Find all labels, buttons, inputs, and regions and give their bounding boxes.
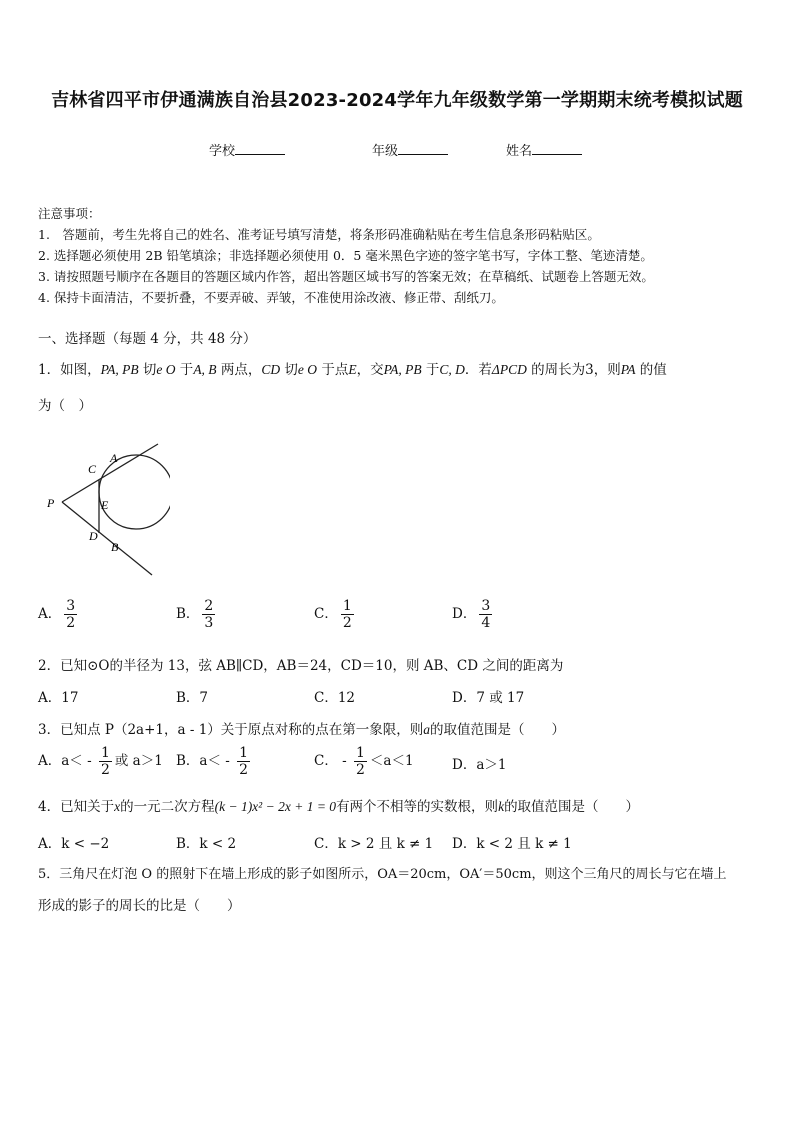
school-label: 学校 [209,144,236,159]
name-label: 姓名 [506,144,533,159]
q4-option-c[interactable]: C．k > 2 且 k ≠ 1 [314,836,434,852]
q1-math: PA [620,362,636,377]
school-blank [235,142,285,155]
q1-stem-line2: 为（ ） [38,398,92,414]
q1-text: 于 [421,362,440,378]
q1-text: 切 [138,362,157,378]
label-c: C [88,462,97,476]
note-item-2: 2. 选择题必须使用 2B 铅笔填涂；非选择题必须使用 0．5 毫米黑色字迹的签字笔书写，字体工整、笔迹清楚。 [38,248,653,263]
q1-text: 1．如图， [38,362,101,378]
q1-text: 于 [175,362,194,378]
q1-text: ，交 [356,362,384,378]
label-d: D [89,529,98,543]
q2-option-b[interactable]: B．7 [176,690,209,706]
q1-math: E [348,362,357,377]
option-text: C． - [314,753,351,769]
notes-heading: 注意事项： [38,206,101,221]
label-e: E [101,498,109,512]
section-title: 一、选择题（每题 4 分，共 48 分） [38,331,257,347]
option-letter: D． [452,606,477,622]
q4-option-a[interactable]: A．k < −2 [38,836,110,852]
fraction-denominator: 2 [100,762,110,778]
q1-math: PA, PB [100,362,139,377]
q4-math: k [498,799,505,814]
option-letter: A． [38,606,62,622]
q1-option-a[interactable] [38,598,80,631]
note-item-4: 4. 保持卡面清洁，不要折叠，不要弄破、弄皱，不准使用涂改液、修正带、刮纸刀。 [38,290,504,305]
q1-math: A, B [193,362,217,377]
q5-stem: 5．三角尺在灯泡 O 的照射下在墙上形成的影子如图所示，OA＝20cm，OA′＝50cm，则这个三角尺的周长与它在墙上 [38,867,727,882]
q1-figure [40,440,170,580]
option-fraction [479,598,492,631]
q1-math: ΔPCD [491,362,527,377]
q1-text: 的周长为 [526,362,586,378]
q4-option-d[interactable]: D．k < 2 且 k ≠ 1 [452,836,572,852]
option-text: B．a＜ - [176,753,235,769]
q1-math: C, D [439,362,465,377]
option-text: ＜a＜1 [369,753,414,769]
option-fraction [237,745,250,778]
fraction-denominator: 2 [342,615,352,631]
fraction-numerator: 3 [481,598,491,614]
q1-math: 3 [585,362,594,378]
q3-text: 的取值范围是（ ） [430,722,566,738]
option-letter: B． [176,606,200,622]
option-text: 或 a＞1 [114,753,163,769]
q1-option-c[interactable] [314,598,357,631]
q1-math: e O [297,362,318,377]
q2-stem: 2．已知⊙O的半径为 13，弦 AB∥CD，AB＝24，CD＝10，则 AB、CD 之间的距离为 [38,658,564,674]
q4-text: 的取值范围是（ ） [504,799,640,815]
note-item-1: 1. 答题前，考生先将自己的姓名、准考证号填写清楚，将条形码准确粘贴在考生信息条形码粘贴区。 [38,227,600,242]
q3-option-d[interactable]: D．a＞1 [452,757,507,773]
fraction-denominator: 2 [355,762,365,778]
option-fraction [341,598,354,631]
q1-option-b[interactable] [176,598,218,631]
q4-stem [38,795,639,815]
grade-blank [398,142,448,155]
q1-stem [38,358,667,378]
q1-math: e O [156,362,176,377]
circle-o [99,455,170,529]
fraction-numerator: 3 [66,598,76,614]
label-p: P [47,496,55,510]
q5-stem-line2: 形成的影子的周长的比是（ ） [38,898,241,914]
q3-stem [38,718,565,738]
q4-math: x [114,799,121,814]
q1-math: PA, PB [383,362,422,377]
q1-text: ．若 [464,362,492,378]
option-fraction [99,745,112,778]
school-field [209,140,285,159]
option-letter: C． [314,606,338,622]
q4-text: 的一元二次方程 [120,799,215,815]
tangent-pb [62,502,152,575]
name-blank [532,142,582,155]
grade-label: 年级 [372,144,399,159]
q1-text: 于点 [317,362,349,378]
q4-text: 有两个不相等的实数根，则 [336,799,499,815]
q4-text: 4．已知关于 [38,799,115,815]
option-fraction [64,598,77,631]
q3-option-c[interactable] [314,745,414,778]
q4-option-b[interactable]: B．k < 2 [176,836,237,852]
q3-text: 3．已知点 P（2a+1，a - 1）关于原点对称的点在第一象限，则 [38,722,424,738]
q2-option-a[interactable]: A．17 [38,690,79,706]
q3-option-a[interactable] [38,745,163,778]
option-text: A．a＜ - [38,753,96,769]
q3-math: a [423,722,431,737]
page-title: 吉林省四平市伊通满族自治县2023-2024学年九年级数学第一学期期末统考模拟试题 [51,90,743,111]
q1-math: CD [261,362,281,377]
fraction-numerator: 1 [239,745,249,761]
fraction-numerator: 2 [204,598,214,614]
q1-text: 切 [280,362,298,378]
q2-option-c[interactable]: C．12 [314,690,356,706]
name-field [506,140,582,159]
grade-field [372,140,448,159]
notes-block [38,203,654,308]
q1-text: 的值 [635,362,667,378]
fraction-denominator: 2 [239,762,249,778]
fraction-denominator: 2 [66,615,76,631]
label-a: A [110,451,118,465]
fraction-numerator: 1 [342,598,352,614]
fraction-denominator: 3 [204,615,214,631]
q1-text: 两点， [216,362,262,378]
option-fraction [354,745,367,778]
q1-text: ，则 [593,362,621,378]
q3-option-b[interactable] [176,745,253,778]
q1-option-d[interactable] [452,598,495,631]
note-item-3: 3. 请按照题号顺序在各题目的答题区域内作答，超出答题区域书写的答案无效；在草稿纸、试题卷上答题无效。 [38,269,654,284]
q2-option-d[interactable]: D．7 或 17 [452,690,525,706]
fraction-numerator: 1 [100,745,110,761]
fraction-numerator: 1 [355,745,365,761]
label-b: B [111,540,119,554]
q4-math: (k − 1)x² − 2x + 1 = 0 [214,799,337,814]
option-fraction [202,598,215,631]
fraction-denominator: 4 [481,615,491,631]
